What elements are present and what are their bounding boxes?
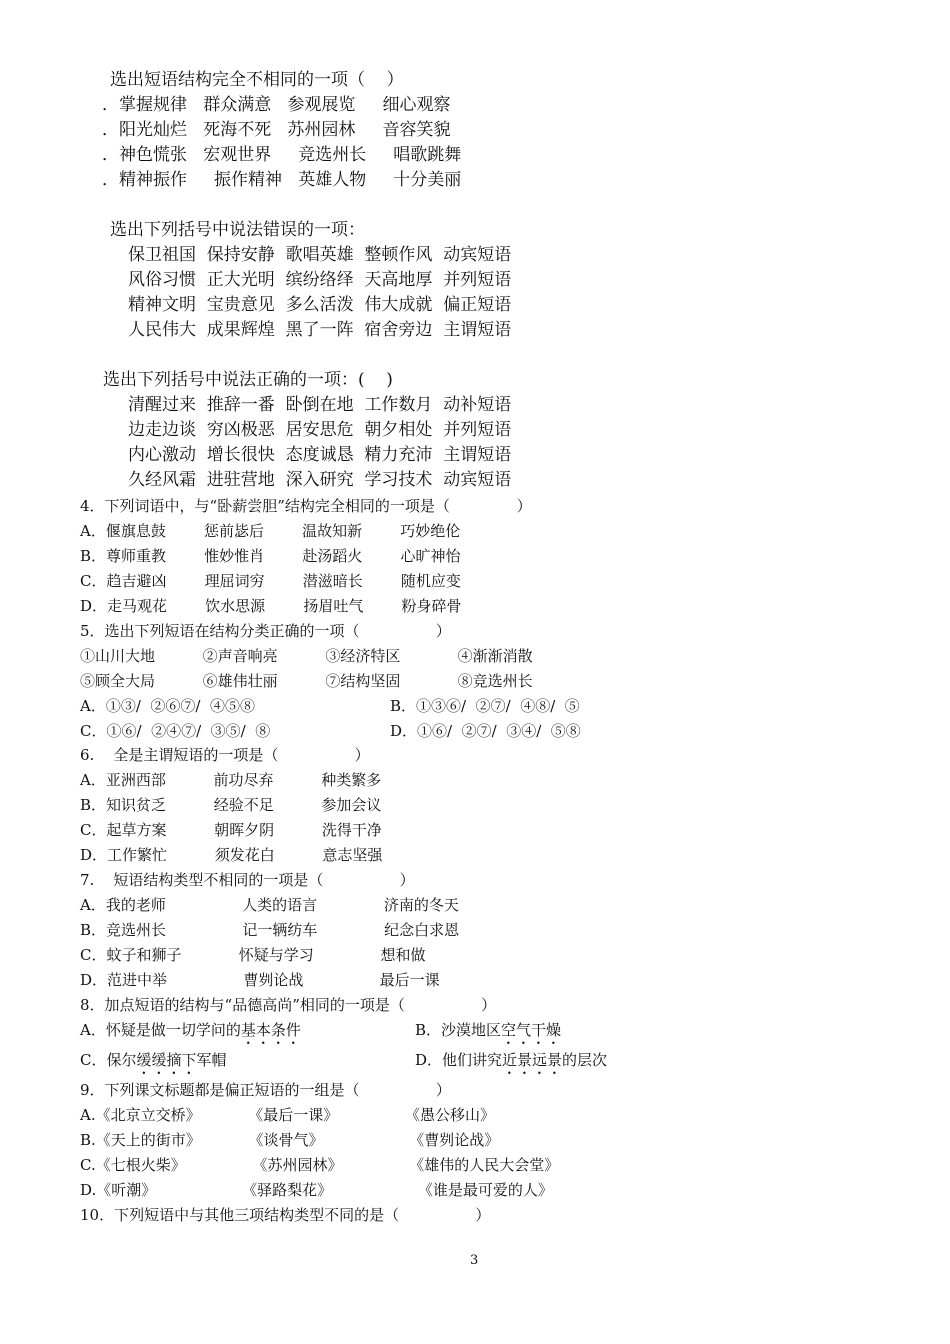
- q8-a-dotted: 基本条件: [240, 1021, 301, 1039]
- q1-option: ．阳光灿烂 死海不死 苏州园林 音容笑貌: [102, 120, 451, 140]
- q3-row: 久经风霜 进驻营地 深入研究 学习技术 动宾短语: [128, 470, 512, 490]
- q6-stem: 6. 全是主谓短语的一项是（ ）: [80, 746, 370, 764]
- q2-row: 精神文明 宝贵意见 多么活泼 伟大成就 偏正短语: [128, 295, 512, 315]
- q5-option-b: B．①③⑥/ ②⑦/ ④⑧/ ⑤: [390, 697, 580, 715]
- q8-option-d: [415, 1048, 607, 1078]
- q3-row: 内心激动 增长很快 态度诚恳 精力充沛 主谓短语: [128, 445, 512, 465]
- q8-d-dotted: 近景远景: [502, 1051, 563, 1069]
- q2-row: 人民伟大 成果辉煌 黑了一阵 宿舍旁边 主谓短语: [128, 320, 512, 340]
- q6-option: B．知识贫乏 经验不足 参加会议: [80, 796, 382, 814]
- q9-stem: 9．下列课文标题都是偏正短语的一组是（ ）: [80, 1081, 451, 1099]
- page-number: 3: [470, 1253, 479, 1268]
- q5-option-a: A．①③/ ②⑥⑦/ ④⑤⑧: [80, 697, 256, 715]
- q4-option: C．趋吉避凶 理屈词穷 潜滋暗长 随机应变: [80, 572, 461, 590]
- q4-stem: 4．下列词语中，与“卧薪尝胆”结构完全相同的一项是（ ）: [80, 497, 532, 515]
- q5-items: ⑤顾全大局 ⑥雄伟壮丽 ⑦结构坚固 ⑧竞选州长: [80, 672, 533, 690]
- q6-option: C．起草方案 朝晖夕阴 洗得干净: [80, 821, 382, 839]
- q3-row: 清醒过来 推辞一番 卧倒在地 工作数月 动补短语: [128, 395, 512, 415]
- q8-d-tail: 的层次: [562, 1051, 608, 1069]
- q1-option: ．掌握规律 群众满意 参观展览 细心观察: [102, 95, 451, 115]
- q7-stem: 7. 短语结构类型不相同的一项是（ ）: [80, 871, 415, 889]
- q2-row: 风俗习惯 正大光明 缤纷络绎 天高地厚 并列短语: [128, 270, 512, 290]
- q8-c-dotted: 缓缓摘下: [136, 1051, 197, 1069]
- q7-option: D．范进中举 曹刿论战 最后一课: [80, 971, 440, 989]
- q8-option-a: [80, 1018, 301, 1048]
- q4-option: B．尊师重教 惟妙惟肖 赴汤蹈火 心旷神怡: [80, 547, 461, 565]
- q7-option: A．我的老师 人类的语言 济南的冬天: [80, 896, 459, 914]
- q5-items: ①山川大地 ②声音响亮 ③经济特区 ④渐渐消散: [80, 647, 533, 665]
- q5-option-d: D．①⑥/ ②⑦/ ③④/ ⑤⑧: [390, 722, 581, 740]
- q2-row: 保卫祖国 保持安静 歌唱英雄 整顿作风 动宾短语: [128, 245, 512, 265]
- q8-stem: 8．加点短语的结构与“品德高尚”相同的一项是（ ）: [80, 996, 497, 1014]
- q4-option: D．走马观花 饮水思源 扬眉吐气 粉身碎骨: [80, 597, 462, 615]
- q8-d-text: D．他们讲究: [415, 1051, 503, 1069]
- q5-stem: 5．选出下列短语在结构分类正确的一项（ ）: [80, 622, 451, 640]
- q6-option: D．工作繁忙 须发花白 意志坚强: [80, 846, 383, 864]
- q9-option: C.《七根火柴》 《苏州园林》 《雄伟的人民大会堂》: [80, 1156, 560, 1174]
- q5-option-c: C．①⑥/ ②④⑦/ ③⑤/ ⑧: [80, 722, 271, 740]
- q8-b-dotted: 空气干燥: [501, 1021, 562, 1039]
- q3-stem: 选出下列括号中说法正确的一项：( ): [103, 370, 393, 390]
- q2-stem: 选出下列括号中说法错误的一项：: [110, 220, 365, 240]
- q6-option: A．亚洲西部 前功尽弃 种类繁多: [80, 771, 382, 789]
- q8-c-tail: 军帽: [196, 1051, 227, 1069]
- q10-stem: 10．下列短语中与其他三项结构类型不同的是（ ）: [80, 1206, 491, 1224]
- q8-c-text: C．保尔: [80, 1051, 137, 1069]
- q8-a-text: A．怀疑是做一切学问的: [80, 1021, 241, 1039]
- q1-option: ．神色慌张 宏观世界 竞选州长 唱歌跳舞: [102, 145, 462, 165]
- q1-stem: 选出短语结构完全不相同的一项（ ）: [110, 70, 404, 90]
- q4-option: A．偃旗息鼓 惩前毖后 温故知新 巧妙绝伦: [80, 522, 461, 540]
- q7-option: B．竞选州长 记一辆纺车 纪念白求恩: [80, 921, 460, 939]
- q8-option-b: [415, 1018, 561, 1048]
- q9-option: D.《听潮》 《驿路梨花》 《谁是最可爱的人》: [80, 1181, 553, 1199]
- q9-option: A.《北京立交桥》 《最后一课》 《愚公移山》: [80, 1106, 496, 1124]
- q8-option-c: [80, 1048, 227, 1078]
- q1-option: ．精神振作 振作精神 英雄人物 十分美丽: [102, 170, 462, 190]
- q7-option: C．蚊子和狮子 怀疑与学习 想和做: [80, 946, 426, 964]
- q3-row: 边走边谈 穷凶极恶 居安思危 朝夕相处 并列短语: [128, 420, 512, 440]
- q8-b-text: B．沙漠地区: [415, 1021, 502, 1039]
- q9-option: B.《天上的街市》 《谈骨气》 《曹刿论战》: [80, 1131, 500, 1149]
